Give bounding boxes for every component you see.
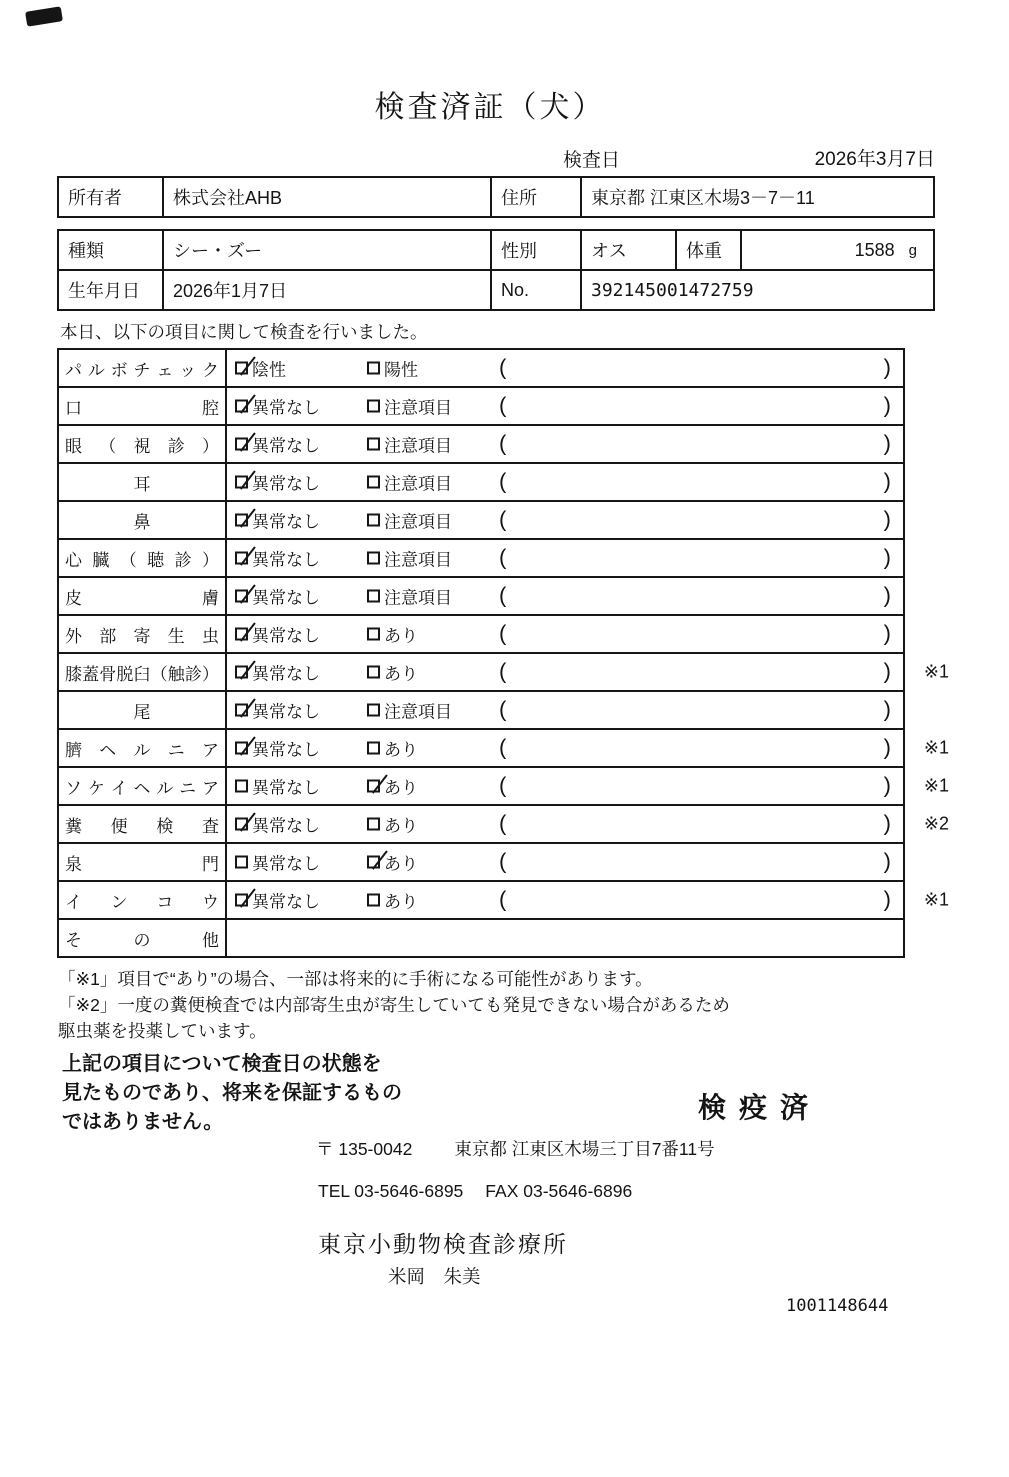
paren-close: ) bbox=[883, 582, 891, 608]
option-label: 異常なし bbox=[252, 550, 320, 570]
item-option-opt1 bbox=[235, 774, 320, 799]
inspection-row bbox=[59, 614, 903, 652]
inspection-date-label: 検査日 bbox=[563, 150, 621, 171]
item-label-char: 臼 bbox=[133, 664, 151, 684]
quarantine-stamp: 検疫済 bbox=[698, 1092, 822, 1123]
checkbox-checked bbox=[235, 438, 248, 451]
item-note: ※1 bbox=[923, 737, 949, 758]
item-option-opt1 bbox=[235, 736, 320, 761]
checkbox-checked bbox=[235, 666, 248, 679]
inspection-row bbox=[59, 728, 949, 766]
item-label-char: 診 bbox=[174, 550, 192, 570]
option-label: 注意項目 bbox=[384, 398, 452, 418]
item-label bbox=[59, 882, 227, 918]
item-label bbox=[59, 654, 227, 690]
checkbox-checked bbox=[235, 704, 248, 717]
checkbox-checked bbox=[235, 362, 248, 375]
item-option-opt2 bbox=[367, 470, 452, 495]
checkbox-unchecked bbox=[367, 628, 380, 641]
clinic-phone-line bbox=[318, 1181, 632, 1202]
no-value: 392145001472759 bbox=[591, 279, 754, 301]
checkbox-checked bbox=[235, 894, 248, 907]
paren-open: ( bbox=[499, 734, 507, 760]
item-label-char: ル bbox=[133, 740, 151, 760]
item-options bbox=[227, 616, 903, 652]
checkbox-checked bbox=[367, 856, 380, 869]
option-label: 異常なし bbox=[252, 626, 320, 646]
option-label: 注意項目 bbox=[384, 588, 452, 608]
breed-row bbox=[59, 231, 933, 269]
checkbox-checked bbox=[235, 476, 248, 489]
checkbox-checked bbox=[235, 552, 248, 565]
option-label: 異常なし bbox=[252, 816, 320, 836]
item-label bbox=[59, 806, 227, 842]
paren-open: ( bbox=[499, 354, 507, 380]
option-label: あり bbox=[384, 778, 418, 798]
clinic-fax: FAX 03-5646-6896 bbox=[485, 1181, 633, 1201]
item-options bbox=[227, 920, 903, 956]
item-label-char: 虫 bbox=[202, 626, 219, 646]
item-label-char: 部 bbox=[99, 626, 117, 646]
item-label bbox=[59, 616, 227, 652]
item-label-char: 便 bbox=[110, 816, 128, 836]
item-label bbox=[59, 844, 227, 880]
intro-text: 本日、以下の項目に関して検査を行いました。 bbox=[60, 322, 428, 342]
checkbox-unchecked bbox=[367, 400, 380, 413]
no-label: No. bbox=[492, 271, 582, 309]
option-label: 異常なし bbox=[252, 854, 320, 874]
item-label-char: ケ bbox=[87, 778, 105, 798]
paren-close: ) bbox=[883, 430, 891, 456]
checkbox-checked bbox=[235, 818, 248, 831]
inspection-row bbox=[59, 386, 903, 424]
item-options bbox=[227, 768, 949, 804]
item-label-char: 膚 bbox=[202, 588, 219, 608]
item-label bbox=[59, 350, 227, 386]
owner-table bbox=[57, 176, 935, 218]
item-label-char: ク bbox=[201, 360, 219, 380]
checkbox-checked bbox=[235, 590, 248, 603]
item-label-char: 聴 bbox=[147, 550, 165, 570]
clinic-postal: 〒 135-0042 bbox=[316, 1139, 413, 1159]
paren-close: ) bbox=[883, 658, 891, 684]
item-option-opt2 bbox=[367, 888, 418, 913]
option-label: 注意項目 bbox=[384, 436, 452, 456]
item-options bbox=[227, 654, 949, 690]
item-label-char: ヘ bbox=[133, 778, 151, 798]
item-label-char: 骨 bbox=[99, 664, 117, 684]
paren-close: ) bbox=[883, 506, 891, 532]
item-label bbox=[59, 502, 227, 538]
item-option-opt2 bbox=[367, 508, 452, 533]
item-label-char: 皮 bbox=[65, 588, 82, 608]
item-label-char: 尾 bbox=[133, 702, 151, 722]
birthdate-value: 2026年1月7日 bbox=[164, 271, 492, 309]
item-option-opt1 bbox=[235, 470, 320, 495]
item-option-opt1 bbox=[235, 850, 320, 875]
item-option-opt1 bbox=[235, 622, 320, 647]
animal-info-table bbox=[57, 229, 935, 311]
inspection-row bbox=[59, 842, 903, 880]
item-option-opt2 bbox=[367, 812, 418, 837]
checkbox-unchecked bbox=[367, 704, 380, 717]
option-label: あり bbox=[384, 892, 418, 912]
option-label: 注意項目 bbox=[384, 474, 452, 494]
item-label-char: 診 bbox=[184, 664, 202, 684]
paren-close: ) bbox=[883, 354, 891, 380]
item-option-opt1 bbox=[235, 394, 320, 419]
checkbox-unchecked bbox=[367, 476, 380, 489]
item-label-char: ニ bbox=[179, 778, 197, 798]
item-label-char: 検 bbox=[156, 816, 174, 836]
option-label: あり bbox=[384, 816, 418, 836]
disclaimer-line-2: 見たものであり、将来を保証するもの bbox=[62, 1082, 402, 1104]
item-label-char: ） bbox=[202, 436, 219, 456]
item-label-char: ） bbox=[202, 664, 219, 684]
checkbox-unchecked bbox=[367, 362, 380, 375]
item-note: ※1 bbox=[923, 889, 949, 910]
item-option-opt2 bbox=[367, 546, 452, 571]
item-option-opt2 bbox=[367, 432, 452, 457]
item-label-char: 脱 bbox=[116, 664, 134, 684]
inspection-row bbox=[59, 918, 903, 956]
item-label bbox=[59, 578, 227, 614]
paren-open: ( bbox=[499, 772, 507, 798]
option-label: あり bbox=[384, 626, 418, 646]
item-label-char: 腔 bbox=[202, 398, 219, 418]
item-label-char: そ bbox=[65, 930, 82, 950]
item-label-char: ッ bbox=[179, 360, 197, 380]
paren-open: ( bbox=[499, 468, 507, 494]
paren-close: ) bbox=[883, 544, 891, 570]
item-label bbox=[59, 388, 227, 424]
paren-open: ( bbox=[499, 810, 507, 836]
inspection-row bbox=[59, 350, 903, 386]
item-options bbox=[227, 502, 903, 538]
item-label-char: ソ bbox=[65, 778, 82, 798]
item-label-char: （ bbox=[119, 550, 137, 570]
item-options bbox=[227, 806, 949, 842]
item-options bbox=[227, 388, 903, 424]
paren-open: ( bbox=[499, 696, 507, 722]
inspection-table bbox=[57, 348, 949, 958]
checkbox-unchecked bbox=[367, 590, 380, 603]
option-label: あり bbox=[384, 664, 418, 684]
disclaimer-line-3: ではありません。 bbox=[62, 1111, 224, 1133]
weight-label: 体重 bbox=[677, 231, 742, 269]
item-note: ※1 bbox=[923, 661, 949, 682]
birthdate-row bbox=[59, 269, 933, 309]
item-options bbox=[227, 540, 903, 576]
item-label-char: 査 bbox=[201, 816, 219, 836]
checkbox-unchecked bbox=[367, 514, 380, 527]
footnote-2-cont: 駆虫薬を投薬しています。 bbox=[58, 1021, 267, 1041]
item-label-char: ウ bbox=[201, 892, 219, 912]
item-options bbox=[227, 464, 903, 500]
item-label-char: イ bbox=[65, 892, 82, 912]
item-option-opt1 bbox=[235, 508, 320, 533]
item-option-opt1 bbox=[235, 888, 320, 913]
paren-open: ( bbox=[499, 886, 507, 912]
item-label-char: パ bbox=[65, 360, 82, 380]
item-option-opt2 bbox=[367, 622, 418, 647]
item-option-opt1 bbox=[235, 660, 320, 685]
checkbox-unchecked bbox=[367, 818, 380, 831]
checkbox-unchecked bbox=[235, 780, 248, 793]
item-label-char: の bbox=[133, 930, 151, 950]
breed-label: 種類 bbox=[59, 231, 164, 269]
owner-value: 株式会社AHB bbox=[164, 178, 492, 216]
item-label-char: 門 bbox=[202, 854, 219, 874]
item-note: ※2 bbox=[923, 813, 949, 834]
paren-close: ) bbox=[883, 392, 891, 418]
inspection-row bbox=[59, 652, 949, 690]
birthdate-label: 生年月日 bbox=[59, 271, 164, 309]
item-label-char: 診 bbox=[167, 436, 185, 456]
inspection-date-value: 2026年3月7日 bbox=[814, 149, 935, 170]
address-label: 住所 bbox=[492, 178, 582, 216]
breed-value: シー・ズー bbox=[164, 231, 492, 269]
item-label-char: 眼 bbox=[65, 436, 82, 456]
checkbox-unchecked bbox=[367, 552, 380, 565]
item-label-char: ェ bbox=[156, 360, 174, 380]
paren-close: ) bbox=[883, 468, 891, 494]
item-option-opt2 bbox=[367, 774, 418, 799]
scan-artifact-mark bbox=[25, 6, 63, 26]
option-label: 異常なし bbox=[252, 512, 320, 532]
item-label-char: 泉 bbox=[65, 854, 82, 874]
inspection-row bbox=[59, 462, 903, 500]
inspection-row bbox=[59, 880, 949, 918]
paren-open: ( bbox=[499, 392, 507, 418]
checkbox-unchecked bbox=[367, 666, 380, 679]
item-option-opt2 bbox=[367, 356, 418, 381]
option-label: あり bbox=[384, 854, 418, 874]
option-label: 陰性 bbox=[252, 360, 286, 380]
inspection-row bbox=[59, 804, 949, 842]
item-label-char: 視 bbox=[133, 436, 151, 456]
item-options bbox=[227, 350, 903, 386]
clinic-name: 東京小動物検査診療所 bbox=[318, 1231, 568, 1257]
item-label-char: 臍 bbox=[65, 740, 82, 760]
option-label: 注意項目 bbox=[384, 702, 452, 722]
item-label bbox=[59, 464, 227, 500]
option-label: 異常なし bbox=[252, 436, 320, 456]
clinic-tel: TEL 03-5646-6895 bbox=[318, 1181, 464, 1201]
checkbox-checked bbox=[367, 780, 380, 793]
item-option-opt2 bbox=[367, 850, 418, 875]
checkbox-checked bbox=[235, 400, 248, 413]
option-label: 異常なし bbox=[252, 398, 320, 418]
item-label-char: 膝 bbox=[65, 664, 82, 684]
item-label-char: 生 bbox=[167, 626, 185, 646]
inspection-row bbox=[59, 500, 903, 538]
inspection-row bbox=[59, 424, 903, 462]
item-option-opt2 bbox=[367, 584, 452, 609]
option-label: 異常なし bbox=[252, 702, 320, 722]
item-options bbox=[227, 692, 903, 728]
option-label: 異常なし bbox=[252, 474, 320, 494]
item-label-char: ） bbox=[201, 550, 219, 570]
item-label-char: ニ bbox=[167, 740, 185, 760]
disclaimer-line-1: 上記の項目について検査日の状態を bbox=[62, 1053, 382, 1075]
item-options bbox=[227, 426, 903, 462]
item-label-char: 外 bbox=[65, 626, 82, 646]
inspection-row bbox=[59, 538, 903, 576]
item-label bbox=[59, 426, 227, 462]
item-option-opt1 bbox=[235, 812, 320, 837]
footnotes bbox=[58, 966, 730, 1044]
item-label-char: （ bbox=[150, 664, 168, 684]
paren-close: ) bbox=[883, 810, 891, 836]
inspection-row bbox=[59, 766, 949, 804]
item-option-opt1 bbox=[235, 432, 320, 457]
item-option-opt2 bbox=[367, 660, 418, 685]
clinic-address-line bbox=[316, 1136, 715, 1161]
inspection-row bbox=[59, 576, 903, 614]
veterinarian-name: 米岡 朱美 bbox=[388, 1266, 481, 1287]
item-label-char: （ bbox=[99, 436, 117, 456]
paren-close: ) bbox=[883, 696, 891, 722]
option-label: あり bbox=[384, 740, 418, 760]
address-value: 東京都 江東区木場3－7－11 bbox=[591, 188, 815, 208]
item-options bbox=[227, 882, 949, 918]
item-options bbox=[227, 730, 949, 766]
item-option-opt2 bbox=[367, 736, 418, 761]
item-option-opt1 bbox=[235, 698, 320, 723]
item-options bbox=[227, 844, 903, 880]
item-label-char: ン bbox=[110, 892, 128, 912]
item-label-char: 口 bbox=[65, 398, 82, 418]
paren-open: ( bbox=[499, 430, 507, 456]
weight-value: 1588 bbox=[854, 239, 895, 260]
item-label-char: ボ bbox=[110, 360, 128, 380]
item-label-char: チ bbox=[133, 360, 151, 380]
item-label-char: 鼻 bbox=[133, 512, 151, 532]
item-label-char: ル bbox=[87, 360, 105, 380]
item-label bbox=[59, 540, 227, 576]
item-note: ※1 bbox=[923, 775, 949, 796]
paren-open: ( bbox=[499, 544, 507, 570]
weight-cell bbox=[742, 231, 933, 269]
checkbox-unchecked bbox=[235, 856, 248, 869]
item-option-opt1 bbox=[235, 584, 320, 609]
item-label bbox=[59, 920, 227, 956]
option-label: 異常なし bbox=[252, 892, 320, 912]
paren-open: ( bbox=[499, 658, 507, 684]
item-options bbox=[227, 578, 903, 614]
option-label: 注意項目 bbox=[384, 550, 452, 570]
checkbox-unchecked bbox=[367, 438, 380, 451]
checkbox-unchecked bbox=[367, 742, 380, 755]
paren-open: ( bbox=[499, 620, 507, 646]
option-label: 異常なし bbox=[252, 778, 320, 798]
option-label: 注意項目 bbox=[384, 512, 452, 532]
item-option-opt2 bbox=[367, 698, 452, 723]
option-label: 異常なし bbox=[252, 588, 320, 608]
checkbox-checked bbox=[235, 742, 248, 755]
option-label: 異常なし bbox=[252, 740, 320, 760]
item-label-char: イ bbox=[110, 778, 128, 798]
clinic-address: 東京都 江東区木場三丁目7番11号 bbox=[454, 1139, 715, 1159]
paren-close: ) bbox=[883, 734, 891, 760]
option-label: 陽性 bbox=[384, 360, 418, 380]
item-option-opt2 bbox=[367, 394, 452, 419]
checkbox-checked bbox=[235, 514, 248, 527]
item-label-char: ル bbox=[156, 778, 174, 798]
owner-row bbox=[59, 178, 933, 216]
serial-number: 1001148644 bbox=[786, 1296, 889, 1316]
item-label-char: 蓋 bbox=[82, 664, 100, 684]
sex-value: オス bbox=[582, 231, 677, 269]
paren-close: ) bbox=[883, 772, 891, 798]
item-label-char: 触 bbox=[167, 664, 185, 684]
item-label-char: 心 bbox=[65, 550, 82, 570]
paren-close: ) bbox=[883, 886, 891, 912]
owner-label: 所有者 bbox=[59, 178, 164, 216]
item-label-char: 耳 bbox=[133, 474, 151, 494]
sex-label: 性別 bbox=[492, 231, 582, 269]
disclaimer bbox=[62, 1050, 402, 1137]
paren-close: ) bbox=[883, 620, 891, 646]
paren-close: ) bbox=[883, 848, 891, 874]
footnote-1: 「※1」項目で“あり”の場合、一部は将来的に手術になる可能性があります。 bbox=[58, 969, 653, 989]
item-label-char: 他 bbox=[202, 930, 219, 950]
item-label-char: 糞 bbox=[65, 816, 82, 836]
item-label bbox=[59, 692, 227, 728]
checkbox-unchecked bbox=[367, 894, 380, 907]
paren-open: ( bbox=[499, 848, 507, 874]
item-label bbox=[59, 730, 227, 766]
checkbox-checked bbox=[235, 628, 248, 641]
item-label-char: ア bbox=[202, 740, 219, 760]
option-label: 異常なし bbox=[252, 664, 320, 684]
page-title: 検査済証（犬） bbox=[374, 91, 606, 124]
footnote-2: 「※2」一度の糞便検査では内部寄生虫が寄生していても発見できない場合があるため bbox=[58, 995, 730, 1015]
paren-open: ( bbox=[499, 582, 507, 608]
inspection-row bbox=[59, 690, 903, 728]
item-option-opt1 bbox=[235, 356, 286, 381]
item-label bbox=[59, 768, 227, 804]
item-label-char: 寄 bbox=[133, 626, 151, 646]
weight-unit: g bbox=[908, 241, 917, 259]
item-label-char: コ bbox=[156, 892, 174, 912]
item-label-char: ア bbox=[201, 778, 219, 798]
item-label-char: 臓 bbox=[92, 550, 110, 570]
paren-open: ( bbox=[499, 506, 507, 532]
item-label-char: ヘ bbox=[99, 740, 117, 760]
item-option-opt1 bbox=[235, 546, 320, 571]
